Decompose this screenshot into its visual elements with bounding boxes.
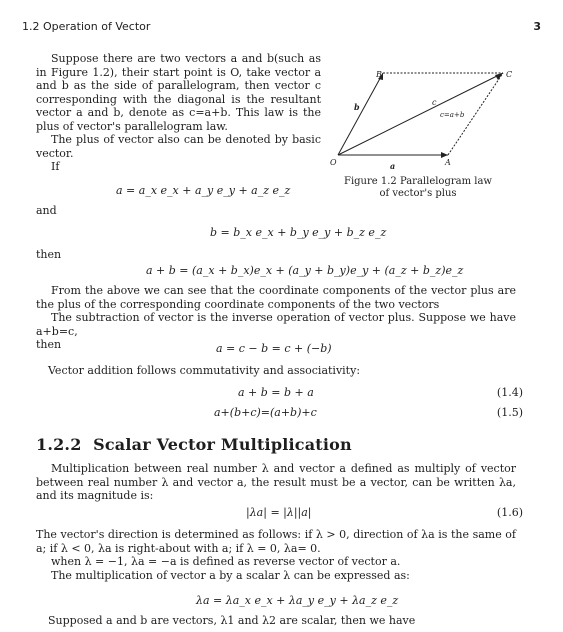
parallelogram-figure xyxy=(328,55,528,195)
if-label: If xyxy=(51,160,60,173)
label-C: C xyxy=(506,70,513,79)
reverse-text: when λ = −1, λa = −a is defined as reverse vector of vector a. xyxy=(51,555,401,568)
equation-number-1-6: (1.6) xyxy=(496,506,523,519)
equation-magnitude: |λa| = |λ||a| xyxy=(246,506,312,519)
intro-column xyxy=(36,52,321,174)
and-label: and xyxy=(36,204,57,217)
mult-def-paragraph xyxy=(36,462,516,503)
from-above-text: From the above we can see that the coordinate components of the vector plus are the plus of the corresponding coordinate components of the two vectors xyxy=(36,284,516,311)
label-O: O xyxy=(330,158,337,167)
label-b: b xyxy=(354,102,360,112)
direction-text: The vector's direction is determined as follows: if λ > 0, direction of λa is the same of a; if λ < 0, λa is right-about with a; if λ = 0, λa= 0. xyxy=(36,528,516,555)
page-number: 3 xyxy=(533,20,541,33)
scalar-expr-text: The multiplication of vector a by a scalar λ can be expressed as: xyxy=(51,568,410,582)
vector-b-line xyxy=(338,73,383,155)
label-c: c xyxy=(432,98,437,107)
equation-commutativity: a + b = b + a xyxy=(238,386,314,399)
section-title: Scalar Vector Multiplication xyxy=(93,435,352,454)
vector-c-line xyxy=(338,73,503,155)
section-number: 1.2.2 xyxy=(36,435,82,454)
equation-scalar-components: λa = λa_x e_x + λa_y e_y + λa_z e_z xyxy=(196,594,399,607)
label-B: B xyxy=(376,70,382,79)
then-label: then xyxy=(36,248,62,261)
commutativity-text: Vector addition follows commutativity and associativity: xyxy=(48,364,361,377)
equation-a-definition: a = a_x e_x + a_y e_y + a_z e_z xyxy=(116,184,291,197)
equation-subtraction: a = c − b = c + (−b) xyxy=(216,342,332,355)
label-a: a xyxy=(390,161,396,171)
plus-denoted-paragraph: The plus of vector also can be denoted by basic vector. xyxy=(36,133,321,160)
direction-paragraph xyxy=(36,528,516,582)
supposed-text: Supposed a and b are vectors, λ1 and λ2 are scalar, then we have xyxy=(48,614,416,627)
running-header-section: 1.2 Operation of Vector xyxy=(22,20,151,33)
label-c-equals: c=a+b xyxy=(440,111,465,119)
equation-number-1-5: (1.5) xyxy=(496,406,523,419)
label-A: A xyxy=(445,158,451,167)
section-heading xyxy=(36,435,352,454)
subtraction-text: The subtraction of vector is the inverse operation of vector plus. Suppose we have a+b=c, xyxy=(36,311,516,338)
figure-caption: Figure 1.2 Parallelogram law of vector's plus xyxy=(344,176,492,199)
equation-sum: a + b = (a_x + b_x)e_x + (a_y + b_y)e_y + (a_z + b_z)e_z xyxy=(146,264,464,277)
equation-associativity: a+(b+c)=(a+b)+c xyxy=(214,406,317,419)
intro-paragraph: Suppose there are two vectors a and b(such as in Figure 1.2), their start point is O, take vector a and b as the side of parallelogram, then vector c corresponding with the diagonal is the resultant vector a and b, denote as c=a+b. This law is the plus of vector's parallelogram law. xyxy=(36,52,321,133)
mult-def-text: Multiplication between real number λ and vector a defined as multiply of vector between real number λ and vector a, the result must be a vector, can be written λa, and its magnitude is: xyxy=(36,462,516,502)
equation-b-definition: b = b_x e_x + b_y e_y + b_z e_z xyxy=(210,226,387,239)
equation-number-1-4: (1.4) xyxy=(496,386,523,399)
then-label-2: then xyxy=(36,338,62,351)
